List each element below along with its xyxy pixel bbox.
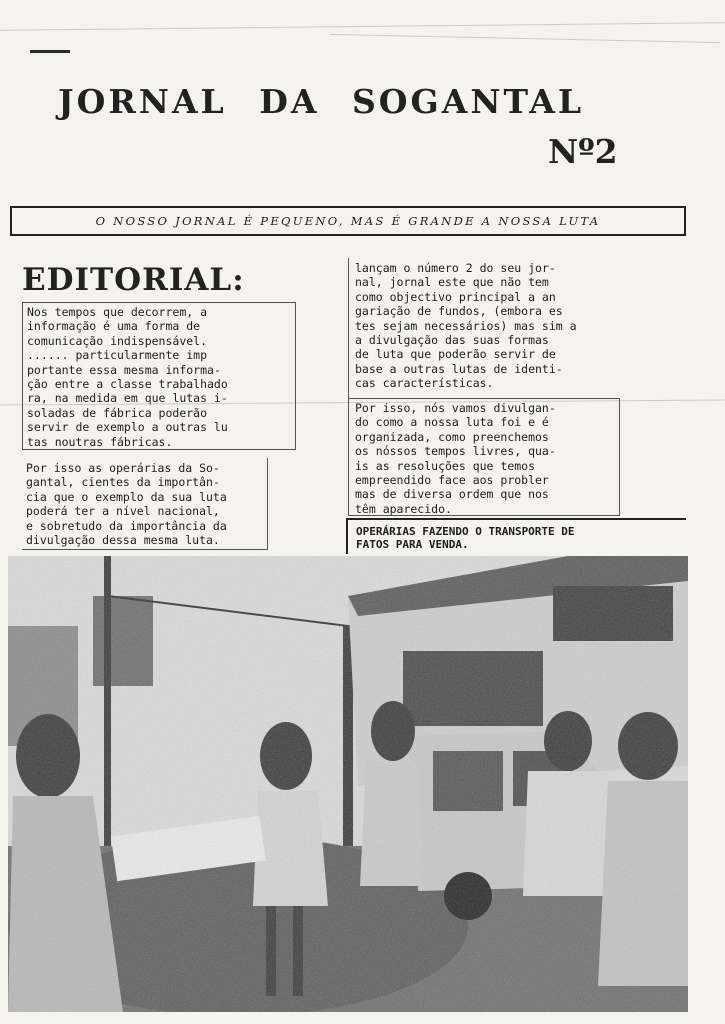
editorial-paragraph-3: lançam o número 2 do seu jor- nal, jornal este que não tem como objectivo principal a an gariação de fundos, (embora es tes sejam necessários) mas sim a a divulgação das suas formas de luta que poderão servir de base a outras lutas de identi- cas características. — [348, 258, 618, 398]
editorial-paragraph-4: Por isso, nós vamos divulgan- do como a nossa luta foi e é organizada, como preenchemos os nóssos tempos livres, qua- is as resoluções que temos empreendido face aos probler mas de diversa ordem que nos têm aparecido. — [348, 398, 620, 516]
photo-caption: OPERÁRIAS FAZENDO O TRANSPORTE DE FATOS PARA VENDA. — [346, 518, 686, 554]
workers-photo — [8, 556, 688, 1012]
issue-number: Nº2 — [548, 132, 618, 171]
paper-crease — [330, 34, 720, 43]
photo-illustration — [8, 556, 688, 1012]
editorial-paragraph-2: Por isso as operárias da So- gantal, cientes da importân- cia que o exemplo da sua luta poderá ter a nível nacional, e sobretudo da importância da divulgação dessa mesma luta. — [22, 458, 268, 550]
newspaper-title: JORNAL DA SOGANTAL — [58, 82, 585, 121]
slogan-banner: O NOSSO JORNAL É PEQUENO, MAS É GRANDE A NOSSA LUTA — [10, 206, 686, 236]
editorial-paragraph-1: Nos tempos que decorrem, a informação é uma forma de comunicação indispensável. ...... particularmente imp portante essa mesma informa- ção entre a classe trabalhado ra, na medida em que lutas i- soladas de fábrica poderão servir de exemplo a outras lu tas noutras fábricas. — [22, 302, 296, 450]
editorial-heading: EDITORIAL: — [22, 262, 245, 298]
paper-crease — [0, 22, 725, 31]
ink-mark — [30, 50, 70, 53]
